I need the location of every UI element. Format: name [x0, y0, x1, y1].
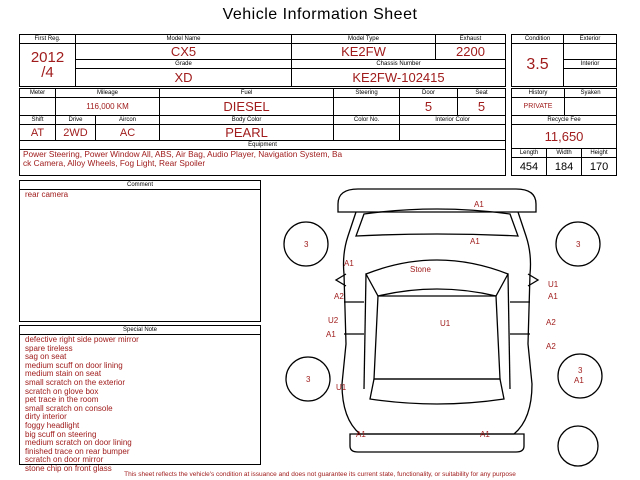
chassis-number-value: KE2FW-102415: [292, 69, 506, 87]
equipment-label: Equipment: [20, 141, 506, 150]
comment-text: [20, 190, 260, 200]
interior-value: [564, 69, 617, 87]
fuel-label: Fuel: [160, 89, 334, 98]
seat-value: 5: [458, 98, 506, 116]
meter-value: [20, 98, 56, 116]
first-reg-label: First Reg.: [20, 35, 76, 44]
mark-left-rear-door: U2: [328, 316, 339, 325]
color-no-label: Color No.: [334, 116, 400, 125]
exhaust-value: 2200: [436, 44, 506, 60]
width-label: Width: [547, 149, 582, 158]
aircon-value: AC: [96, 125, 160, 141]
equipment-line: ck Camera, Alloy Wheels, Fog Light, Rear Spoiler: [23, 158, 206, 168]
door-value: 5: [400, 98, 458, 116]
interior-label: Interior: [564, 60, 617, 69]
condition-table: [511, 34, 617, 87]
model-type-label: Model Type: [292, 35, 436, 44]
history-table: [511, 88, 617, 176]
exhaust-label: Exhaust: [436, 35, 506, 44]
rear-bumper-shape: [350, 434, 524, 452]
special-note-item: small scratch on console: [25, 403, 113, 413]
mark-rear-bumper-right: A1: [480, 430, 490, 439]
grade-value: XD: [76, 69, 292, 87]
mark-hood: A1: [470, 237, 480, 246]
drive-value: 2WD: [56, 125, 96, 141]
equipment-value: [20, 150, 506, 176]
condition-label: Condition: [512, 35, 564, 44]
special-note-item: scratch on glove box: [25, 386, 99, 396]
aircon-label: Aircon: [96, 116, 160, 125]
condition-value: 3.5: [512, 44, 564, 87]
special-note-item: small scratch on the exterior: [25, 377, 126, 387]
mileage-value: 116,000 KM: [56, 98, 160, 116]
mark-right-front-door: A2: [546, 318, 556, 327]
meter-label: Meter: [20, 89, 56, 98]
mark-left-front-fender: A1: [344, 259, 354, 268]
fuel-value: DIESEL: [160, 98, 334, 116]
recycle-fee-value: 11,650: [512, 125, 617, 149]
disclaimer-footer: This sheet reflects the vehicle's condition at issuance and does not guarantee its current state, functionality, or suitability for any purpose: [124, 471, 516, 478]
body-color-label: Body Color: [160, 116, 334, 125]
mark-roof: U1: [440, 319, 451, 328]
length-label: Length: [512, 149, 547, 158]
syaken-value: [565, 98, 617, 116]
history-label: History: [512, 89, 565, 98]
special-note-item: foggy headlight: [25, 420, 80, 430]
special-note-item: medium scratch on door lining: [25, 438, 132, 448]
mark-windshield: Stone: [410, 265, 431, 274]
shift-label: Shift: [20, 116, 56, 125]
height-value: 170: [582, 158, 617, 176]
comment-label: Comment: [20, 181, 260, 190]
special-note-item: sag on seat: [25, 352, 67, 362]
special-note-item: dirty interior: [25, 412, 67, 422]
length-value: 454: [512, 158, 547, 176]
mark-right-front-fender-1: U1: [548, 280, 559, 289]
interior-color-value: [400, 125, 506, 141]
car-body-outline: [342, 212, 532, 434]
rear-window-shape: [370, 379, 504, 404]
mark-rear-bumper-left: A1: [356, 430, 366, 439]
car-damage-diagram: [268, 184, 618, 469]
model-type-value: KE2FW: [292, 44, 436, 60]
steering-value: [334, 98, 400, 116]
windshield-shape: [366, 260, 508, 296]
comment-box: [19, 180, 261, 322]
comment-line: rear camera: [25, 190, 69, 199]
sheet-title: Vehicle Information Sheet: [222, 6, 418, 23]
special-note-item: medium scuff on door lining: [25, 360, 123, 370]
first-reg-year: 2012: [30, 49, 65, 66]
exterior-label: Exterior: [564, 35, 617, 44]
interior-color-label: Interior Color: [400, 116, 506, 125]
mileage-label: Mileage: [56, 89, 160, 98]
mark-tire-right-front: 3: [576, 240, 581, 249]
mark-left-rear-door-2: A1: [326, 330, 336, 339]
spare-wheel: [558, 426, 598, 466]
color-no-value: [334, 125, 400, 141]
shift-value: AT: [20, 125, 56, 141]
specs-table: [19, 88, 506, 176]
drive-label: Drive: [56, 116, 96, 125]
mark-tire-right-rear: 3: [578, 366, 583, 375]
first-reg-value: [20, 44, 76, 87]
syaken-label: Syaken: [565, 89, 617, 98]
special-note-item: defective right side power mirror: [25, 335, 139, 344]
vehicle-id-table: [19, 34, 506, 87]
special-note-item: big scuff on steering: [25, 429, 97, 439]
width-value: 184: [547, 158, 582, 176]
roof-shape: [374, 296, 500, 379]
height-label: Height: [582, 149, 617, 158]
door-label: Door: [400, 89, 458, 98]
special-note-item: spare tireless: [25, 343, 73, 353]
recycle-fee-label: Recycle Fee: [512, 116, 617, 125]
history-value: PRIVATE: [512, 98, 565, 116]
special-note-item: medium stain on seat: [25, 369, 102, 379]
grade-label: Grade: [76, 60, 292, 69]
mark-front-bumper: A1: [474, 200, 484, 209]
mark-left-front-door: A2: [334, 292, 344, 301]
mark-tire-left-front: 3: [304, 240, 309, 249]
mark-right-rear-door: A2: [546, 342, 556, 351]
special-note-label: Special Note: [20, 326, 260, 335]
special-note-box: [19, 325, 261, 473]
special-note-item: stone chip on front glass: [25, 463, 112, 473]
special-note-list: [20, 335, 260, 474]
first-reg-month: /4: [41, 64, 54, 81]
mark-left-rear-quarter: U1: [336, 383, 347, 392]
hood-shape: [356, 209, 518, 236]
seat-label: Seat: [458, 89, 506, 98]
special-note-item: pet trace in the room: [25, 395, 99, 405]
model-name-value: CX5: [76, 44, 292, 60]
steering-label: Steering: [334, 89, 400, 98]
body-color-value: PEARL: [160, 125, 334, 141]
chassis-number-label: Chassis Number: [292, 60, 506, 69]
mark-tire-left-rear: 3: [306, 375, 311, 384]
model-name-label: Model Name: [76, 35, 292, 44]
mark-right-front-fender-2: A1: [548, 292, 558, 301]
equipment-line: Power Steering, Power Window All, ABS, Air Bag, Audio Player, Navigation System, Ba: [23, 149, 343, 159]
special-note-item: scratch on door mirror: [25, 455, 104, 465]
mark-tire-right-rear-a1: A1: [574, 376, 584, 385]
exterior-value: [564, 44, 617, 60]
special-note-item: finished trace on rear bumper: [25, 446, 130, 456]
